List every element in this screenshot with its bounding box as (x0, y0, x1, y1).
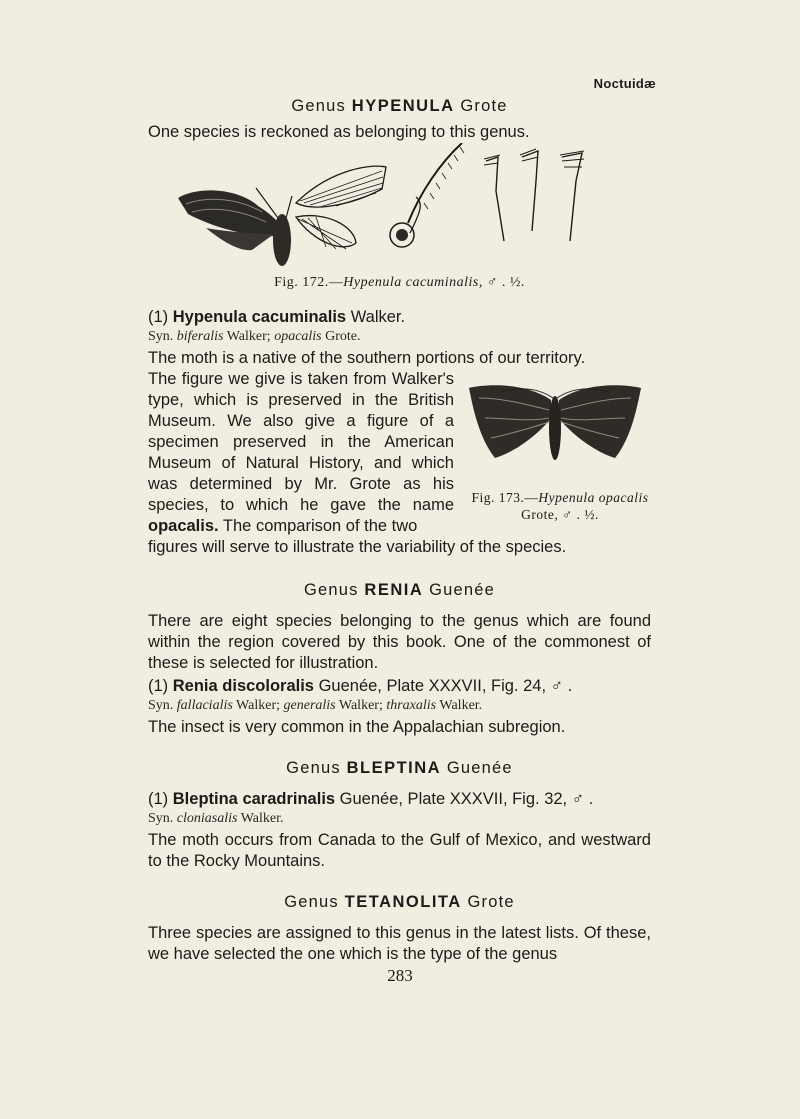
species-name: Renia discoloralis (172, 677, 314, 695)
caption-species: Hypenula cacuminalis, (343, 275, 483, 290)
heading-author: Grote (460, 97, 508, 115)
caption-label: Fig. 172.— (274, 275, 344, 290)
heading-author: Grote (467, 893, 515, 911)
syn-label: Syn. (148, 811, 174, 826)
species-entry-renia (148, 676, 651, 697)
para-line: specimen preserved in the American (148, 433, 454, 451)
species-author: Guenée, Plate XXXVII, Fig. 32, ♂ . (339, 790, 594, 808)
renia-text: The insect is very common in the Appalachian subregion. (148, 718, 566, 736)
heading-prefix: Genus (286, 759, 341, 777)
synonym-author: Walker. (240, 811, 284, 826)
page-content (148, 96, 651, 965)
renia-intro: There are eight species belonging to the genus which are found within the region covered by this book. One of the commonest of these is selected for illustration. (148, 612, 651, 672)
para-line: was determined by Mr. Grote as his (148, 475, 454, 493)
hypenula-intro: One species is reckoned as belonging to this genus. (148, 123, 530, 141)
caption-tail: Grote, ♂ . ½. (521, 507, 599, 522)
wing-venation-forewing (296, 166, 386, 207)
synonyms-bleptina (148, 810, 651, 828)
leg-drawings (484, 149, 584, 241)
heading-author: Guenée (429, 581, 495, 599)
species-entry-hypenula (148, 307, 651, 328)
syn-label: Syn. (148, 329, 174, 344)
wing-venation-hindwing (296, 216, 356, 249)
synonym: cloniasalis (176, 811, 238, 826)
species-number: (1) (148, 790, 169, 808)
para-after-bold: The comparison of the two (222, 517, 418, 535)
running-head: Noctuidæ (593, 76, 656, 91)
syn-label: Syn. (148, 698, 174, 713)
species-name: Bleptina caradrinalis (172, 790, 336, 808)
heading-genus-name: BLEPTINA (346, 759, 442, 777)
para-last-line: figures will serve to illustrate the variability of the species. (148, 538, 567, 556)
genus-heading-hypenula (148, 96, 651, 117)
genus-heading-bleptina (148, 758, 651, 779)
page-number: 283 (387, 966, 413, 985)
heading-genus-name: TETANOLITA (344, 893, 462, 911)
synonym: biferalis (176, 329, 224, 344)
heading-genus-name: HYPENULA (351, 97, 455, 115)
para-line: Museum. We also give a figure of a (148, 412, 454, 430)
hypenula-description (148, 348, 651, 558)
heading-prefix: Genus (304, 581, 359, 599)
figure-173-caption (465, 489, 655, 523)
synonym-author: Walker; (226, 329, 271, 344)
species-entry-bleptina (148, 789, 651, 810)
moth-side-view (178, 188, 292, 266)
tetanolita-text: Three species are assigned to this genus in the latest lists. Of these, we have selected the one which is the type of the genus (148, 924, 651, 963)
species-author: Walker. (350, 308, 406, 326)
genus-heading-tetanolita (148, 892, 651, 913)
heading-genus-name: RENIA (364, 581, 424, 599)
caption-label: Fig. 173.— (471, 490, 539, 505)
synonym: thraxalis (386, 698, 437, 713)
figure-172-caption (148, 272, 651, 293)
head-with-antenna (390, 143, 464, 247)
synonym-author: Walker; (338, 698, 383, 713)
synonyms-hypenula (148, 328, 651, 346)
species-author: Guenée, Plate XXXVII, Fig. 24, ♂ . (318, 677, 573, 695)
para-line: type, which is preserved in the British (148, 391, 454, 409)
figure-173-illustration (465, 378, 645, 478)
bold-species-word: opacalis. (148, 517, 219, 535)
synonym-author: Walker. (439, 698, 483, 713)
synonym: fallacialis (176, 698, 233, 713)
species-number: (1) (148, 677, 169, 695)
heading-author: Guenée (446, 759, 513, 777)
para-first-line: The moth is a native of the southern portions of our territory. (148, 349, 586, 367)
figure-172-illustration (148, 143, 651, 268)
species-name: Hypenula cacuminalis (172, 308, 347, 326)
heading-prefix: Genus (284, 893, 339, 911)
genus-heading-renia (148, 580, 651, 601)
para-line: species, to which he gave the name (148, 496, 454, 514)
figure-173 (465, 378, 655, 523)
synonym-author: Grote. (325, 329, 361, 344)
para-line: Museum of Natural History, and which (148, 454, 454, 472)
caption-tail: ♂ . ½. (486, 275, 525, 290)
para-line-bold (148, 516, 454, 537)
caption-species: Hypenula opacalis (538, 490, 649, 505)
bleptina-text: The moth occurs from Canada to the Gulf of Mexico, and westward to the Rocky Mountains. (148, 831, 651, 870)
para-line: The figure we give is taken from Walker's (148, 370, 454, 388)
synonym: generalis (283, 698, 336, 713)
synonym-author: Walker; (236, 698, 281, 713)
synonym: opacalis (274, 329, 322, 344)
species-number: (1) (148, 308, 169, 326)
heading-prefix: Genus (291, 97, 346, 115)
synonyms-renia (148, 697, 651, 715)
